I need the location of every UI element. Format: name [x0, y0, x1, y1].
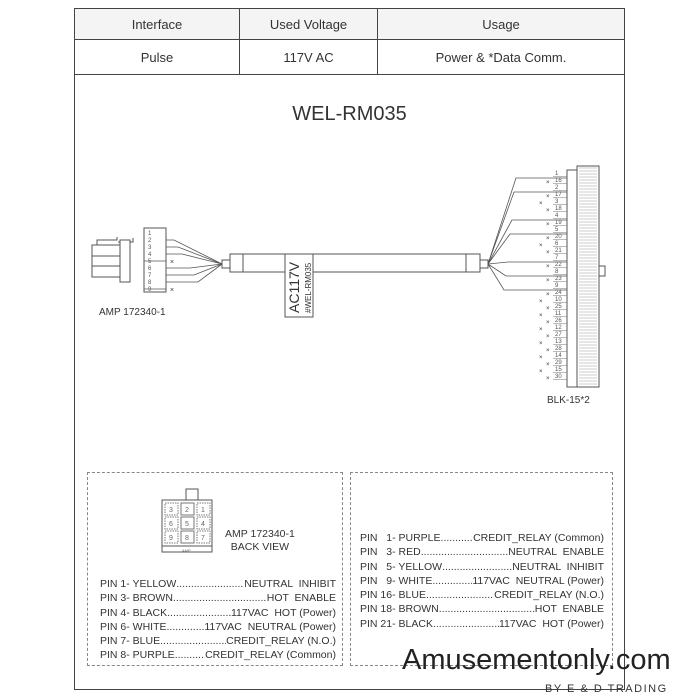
- cut-icon: ×: [546, 320, 550, 326]
- pin-row: [360, 545, 604, 559]
- pin-function: CREDIT_RELAY (N.O.): [226, 635, 336, 648]
- cut-icon: ×: [170, 287, 175, 294]
- left-pin-number: 4: [148, 252, 152, 258]
- left-pin-number: 3: [148, 245, 152, 251]
- pin-row: [360, 588, 604, 602]
- right-pin-number: 30: [555, 374, 562, 380]
- cut-icon: ×: [546, 236, 550, 242]
- pin-function: HOT ENABLE: [534, 603, 604, 616]
- pin-function: CREDIT_RELAY (N.O.): [494, 589, 604, 602]
- right-pin-number: 19: [555, 220, 562, 226]
- connector-cell-number: 1: [201, 507, 205, 514]
- pin-row: [100, 591, 336, 605]
- connector-cell-number: 4: [201, 521, 205, 528]
- right-pin-number: 2: [555, 185, 559, 191]
- pin-row: [100, 648, 336, 662]
- cut-icon: ×: [546, 222, 550, 228]
- pin-label: PIN 3- RED: [360, 546, 421, 559]
- connector-cell-number: 7: [201, 535, 205, 542]
- leader-dots: [175, 648, 205, 662]
- pin-row: [100, 606, 336, 620]
- pin-label: PIN 5- YELLOW: [360, 560, 443, 573]
- cut-icon: ×: [546, 376, 550, 382]
- pin-label: PIN 8- PURPLE: [100, 649, 175, 662]
- pin-row: [100, 577, 336, 591]
- left-pin-number: 6: [148, 266, 152, 272]
- cut-icon: ×: [546, 194, 550, 200]
- right-pin-number: 21: [555, 248, 562, 254]
- amp-back-view-icon: [158, 486, 228, 556]
- leader-dots: [167, 606, 231, 620]
- right-pin-number: 13: [555, 339, 562, 345]
- right-pin-number: 7: [555, 255, 559, 261]
- connector-cell-number: 9: [169, 535, 173, 542]
- wire: [166, 254, 222, 264]
- cut-icon: ×: [546, 362, 550, 368]
- pin-row: [360, 617, 604, 631]
- cut-icon: ×: [546, 306, 550, 312]
- cut-icon: ×: [546, 250, 550, 256]
- left-pin-number: 2: [148, 238, 152, 244]
- left-connector: [92, 228, 166, 292]
- cut-icon: ×: [539, 243, 543, 249]
- cut-icon: ×: [539, 369, 543, 375]
- pin-row: [100, 620, 336, 634]
- leader-dots: [433, 617, 499, 631]
- pin-row: [360, 574, 604, 588]
- connector-cell-number: 2: [185, 507, 189, 514]
- connector-cell-number: 5: [185, 521, 189, 528]
- cut-icon: ×: [546, 292, 550, 298]
- cell-used-voltage: 117V AC: [240, 40, 378, 75]
- cable: [222, 254, 488, 317]
- cable-tag-sub: #WEL-RM035: [304, 262, 313, 313]
- right-pin-number: 4: [555, 213, 559, 219]
- right-pin-number: 6: [555, 241, 559, 247]
- cut-icon: ×: [546, 208, 550, 214]
- cut-icon: ×: [539, 313, 543, 319]
- pin-row: [360, 602, 604, 616]
- connector-title: AMP 172340-1: [225, 528, 295, 540]
- connector-cell-number: 8: [185, 535, 189, 542]
- cut-icon: ×: [539, 355, 543, 361]
- connector-cell-number: 6: [169, 521, 173, 528]
- left-pin-number: 7: [148, 273, 152, 279]
- right-pin-number: 16: [555, 178, 562, 184]
- right-pin-number: 11: [555, 311, 562, 317]
- pin-label: PIN 18- BROWN: [360, 603, 439, 616]
- left-pin-number: 1: [148, 231, 152, 237]
- pin-label: PIN 16- BLUE: [360, 589, 426, 602]
- pin-function: CREDIT_RELAY (Common): [205, 649, 336, 662]
- pin-function: HOT ENABLE: [266, 592, 336, 605]
- right-pin-number: 17: [555, 192, 562, 198]
- pin-row: [360, 531, 604, 545]
- cut-icon: ×: [546, 334, 550, 340]
- pin-label: PIN 7- BLUE: [100, 635, 161, 648]
- right-pin-number: 24: [555, 290, 562, 296]
- cut-icon: ×: [546, 180, 550, 186]
- right-pin-number: 10: [555, 297, 562, 303]
- pin-row: [360, 560, 604, 574]
- right-pin-number: 18: [555, 206, 562, 212]
- right-pin-number: 8: [555, 269, 559, 275]
- watermark-tagline: BY E & D TRADING: [545, 683, 668, 695]
- right-pin-number: 25: [555, 304, 562, 310]
- right-pin-number: 12: [555, 325, 562, 331]
- left-pin-list: [100, 577, 336, 663]
- right-pin-number: 27: [555, 332, 562, 338]
- left-pinout-panel: [87, 472, 343, 666]
- cut-icon: ×: [546, 264, 550, 270]
- leader-dots: [439, 602, 535, 616]
- pin-function: CREDIT_RELAY (Common): [473, 532, 604, 544]
- leader-dots: [432, 574, 472, 588]
- right-pin-number: 14: [555, 353, 562, 359]
- pin-function: NEUTRAL INHIBIT: [512, 560, 604, 573]
- right-pin-number: 22: [555, 262, 562, 268]
- pin-label: PIN 3- BROWN: [100, 592, 173, 605]
- right-pin-number: 9: [555, 283, 559, 289]
- pin-row: [100, 634, 336, 648]
- cut-icon: ×: [539, 201, 543, 207]
- pin-function: 117VAC NEUTRAL (Power): [204, 620, 336, 633]
- leader-dots: [167, 620, 205, 634]
- cable-tag-main: AC117V: [286, 261, 302, 313]
- pin-label: PIN 9- WHITE: [360, 574, 433, 587]
- cut-icon: ×: [539, 341, 543, 347]
- leader-dots: [426, 588, 494, 602]
- pin-function: NEUTRAL INHIBIT: [244, 578, 336, 590]
- leader-dots: [173, 591, 267, 605]
- leader-dots: [442, 560, 512, 574]
- right-pin-number: 20: [555, 234, 562, 240]
- watermark-logo: Amusementonly.com: [402, 644, 671, 676]
- pin-function: 117VAC HOT (Power): [230, 606, 336, 619]
- pin-label: PIN 21- BLACK: [360, 617, 433, 630]
- header-used-voltage: Used Voltage: [240, 9, 378, 40]
- left-pin-number: 8: [148, 280, 152, 286]
- cut-icon: ×: [539, 299, 543, 305]
- right-pin-number: 26: [555, 318, 562, 324]
- connector-subtitle: BACK VIEW: [230, 541, 290, 553]
- right-pin-number: 28: [555, 346, 562, 352]
- cell-usage: Power & *Data Comm.: [378, 40, 625, 75]
- leader-dots: [421, 545, 508, 559]
- cut-icon: ×: [546, 278, 550, 284]
- pin-label: PIN 1- PURPLE: [360, 532, 441, 544]
- right-pin-number: 23: [555, 276, 562, 282]
- right-pin-list: [360, 531, 604, 631]
- pin-function: 117VAC HOT (Power): [498, 617, 604, 630]
- right-pin-number: 15: [555, 367, 562, 373]
- connector-cell-number: 3: [169, 507, 173, 514]
- leader-dots: [441, 531, 474, 545]
- right-pin-number: 29: [555, 360, 562, 366]
- right-pin-number: 5: [555, 227, 559, 233]
- leader-dots: [176, 577, 244, 591]
- diagram-title: WEL-RM035: [292, 103, 407, 125]
- left-pin-number: 9: [148, 287, 152, 293]
- pin-function: 117VAC NEUTRAL (Power): [472, 574, 604, 587]
- left-pin-number: 5: [148, 259, 152, 265]
- right-pin-number: 3: [555, 199, 559, 205]
- header-interface: Interface: [75, 9, 240, 40]
- cell-interface: Pulse: [75, 40, 240, 75]
- left-connector-label: AMP 172340-1: [99, 307, 166, 318]
- cut-icon: ×: [546, 348, 550, 354]
- wire: [166, 247, 222, 264]
- cut-icon: ×: [539, 327, 543, 333]
- leader-dots: [160, 634, 226, 648]
- wire: [166, 264, 222, 275]
- header-usage: Usage: [378, 9, 625, 40]
- cut-icon: ×: [170, 259, 175, 266]
- pin-function: NEUTRAL ENABLE: [508, 546, 604, 559]
- pin-label: PIN 4- BLACK: [100, 606, 168, 619]
- pin-label: PIN 1- YELLOW: [100, 578, 177, 590]
- right-pin-number: 1: [555, 171, 559, 177]
- right-pinout-panel: [350, 472, 613, 666]
- wire: [166, 264, 222, 282]
- right-connector-label: BLK-15*2: [547, 395, 590, 406]
- brand-mark: AMP: [182, 548, 191, 553]
- pin-label: PIN 6- WHITE: [100, 620, 167, 633]
